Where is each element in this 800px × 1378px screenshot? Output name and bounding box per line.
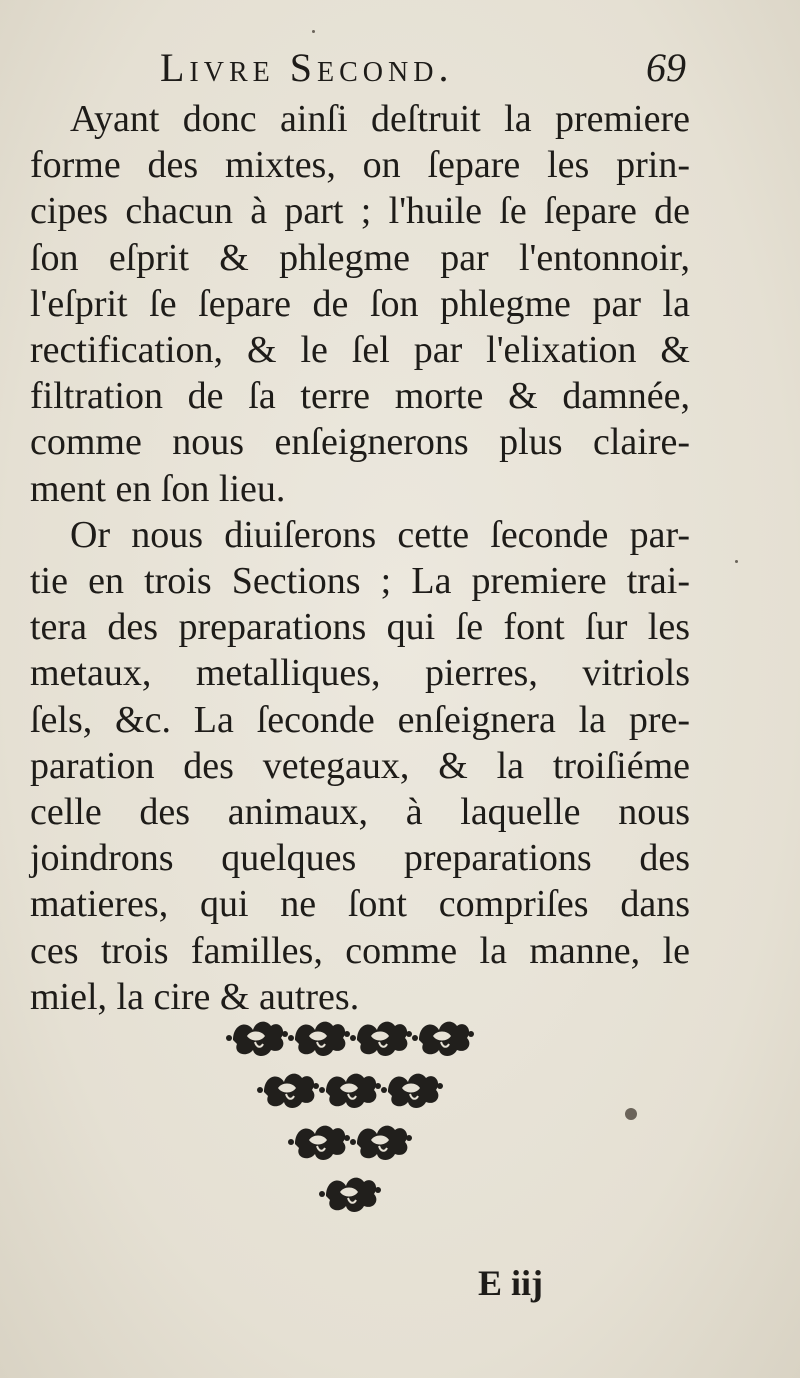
text-line: miel, la cire & autres. [30,975,360,1018]
fleuron-unit [288,1022,350,1056]
paragraph-2 [30,512,690,1020]
text-line: ſon eſprit & phlegme par l'entonnoir, [30,236,690,279]
text-line: Or nous diuiſerons cette ſeconde par- [70,513,690,556]
fleuron-unit [319,1178,381,1212]
text-line: paration des vetegaux, & la troiſiéme [30,744,690,787]
fleuron-unit [257,1074,319,1108]
ink-speck [735,560,738,563]
page-header [160,44,690,100]
text-line: matieres, qui ne ſont compriſes dans [30,883,690,926]
text-line: ſels, &c. La ſeconde enſeignera la pre- [30,698,690,741]
text-line: ces trois familles, comme la manne, le [30,929,690,972]
fleuron-unit [350,1022,412,1056]
signature-mark: E iij [478,1263,544,1303]
fleuron-unit [412,1022,474,1056]
text-line: metaux, metalliques, pierres, vitriols [30,652,690,695]
ink-speck [625,1108,637,1120]
fleuron-ornament [200,1010,500,1240]
ink-speck [312,30,315,33]
fleuron-unit [350,1126,412,1160]
text-line: celle des animaux, à laquelle nous [30,791,690,834]
fleuron-unit [288,1126,350,1160]
text-line: rectification, & le ſel par l'elixation & [30,329,690,372]
text-line: filtration de ſa terre morte & damnée, [30,375,690,418]
text-line: tera des preparations qui ſe font ſur les [30,606,690,649]
text-line: cipes chacun à part ; l'huile ſe ſepare de [30,190,690,233]
fleuron-unit [381,1074,443,1108]
fleuron-unit [319,1074,381,1108]
text-line: tie en trois Sections ; La premiere trai- [30,560,690,603]
text-line: comme nous enſeignerons plus claire- [30,421,690,464]
fleuron-unit [226,1022,288,1056]
text-line: joindrons quelques preparations des [30,837,690,880]
text-line: forme des mixtes, on ſepare les prin- [30,144,690,187]
running-head: Livre Second. [160,45,454,90]
text-line: ment en ſon lieu. [30,467,286,510]
text-line: Ayant donc ainſi deſtruit la premiere [70,98,690,140]
body-text [30,96,690,1020]
page-number: 69 [646,45,686,90]
text-line: l'eſprit ſe ſepare de ſon phlegme par la [30,282,690,325]
paragraph-1 [30,96,690,512]
